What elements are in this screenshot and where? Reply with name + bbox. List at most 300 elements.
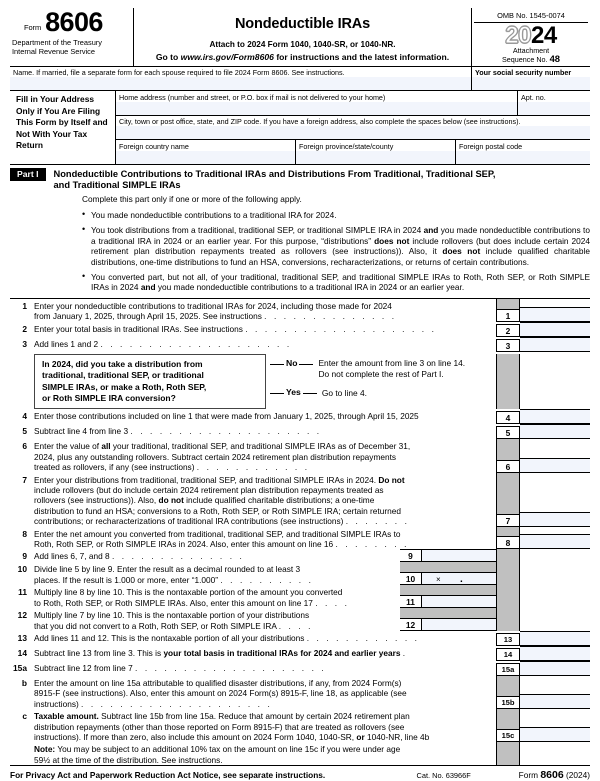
line-3-number: 3 <box>22 338 27 349</box>
line-15c-text-a <box>34 711 493 721</box>
line-8-text <box>34 527 496 550</box>
yes-label: Yes <box>286 387 301 398</box>
line-4-number-col <box>496 409 520 424</box>
line-15a-leader-dots: . . . . . . . . . . . . . . . . . . . . <box>135 662 327 673</box>
address-side-label: Fill in Your Address Only if You Are Filing This Form by Itself and Not With Your Tax Return <box>10 91 116 164</box>
line-4-box-number: 4 <box>496 411 520 424</box>
line-15b-text-c: instructions) <box>34 698 79 709</box>
line-1-text-b: from January 1, 2025, through April 15, 2025. See instructions <box>34 311 262 322</box>
line-15b-box-number: 15b <box>496 696 520 709</box>
line-9-label: Add lines 6, 7, and 8 <box>34 551 110 562</box>
line-15a-amount-input[interactable] <box>520 661 590 676</box>
line-7-text-c-post: include qualified charitable distributions; a one-time <box>183 495 375 506</box>
line-11-inner-gray <box>400 585 496 595</box>
foreign-postal-label: Foreign postal code <box>459 141 523 151</box>
line-9-amount-input[interactable] <box>422 549 496 562</box>
foreign-postal-input[interactable] <box>456 151 590 164</box>
line-15c-number-col <box>496 709 520 742</box>
line-7-amount-col <box>520 473 590 527</box>
part-1-body <box>82 194 590 293</box>
note-text-b: 59½ at the time of the distribution. See instructions. <box>34 754 223 765</box>
form-8606-page <box>0 8 600 781</box>
decision-number-col <box>496 354 520 410</box>
line-4-number: 4 <box>22 411 27 422</box>
address-fields <box>116 91 590 164</box>
line-3-amount-input[interactable] <box>520 337 590 352</box>
apt-input[interactable] <box>518 102 590 115</box>
line-1-leader-dots: . . . . . . . . . . . . . . <box>264 311 397 322</box>
line-13-text <box>34 631 496 646</box>
line-12-gray-filler <box>496 608 520 631</box>
part-1-intro: Complete this part only if one or more of the following apply. <box>82 194 302 205</box>
part-1-title-line-2: and Traditional SIMPLE IRAs <box>53 180 181 191</box>
line-7-amount-input[interactable] <box>520 512 590 527</box>
address-block <box>10 91 590 165</box>
decision-gray-filler <box>496 354 520 410</box>
line-5-number: 5 <box>22 426 27 437</box>
line-5-amount-input[interactable] <box>520 424 590 439</box>
footer-year: (2024) <box>566 770 590 781</box>
goto-prefix: Go to <box>155 52 181 62</box>
line-15c-gray-filler <box>496 709 520 729</box>
address-row-foreign <box>116 140 590 164</box>
line-12-outer-number-col <box>496 608 520 631</box>
line-3-row <box>10 337 590 352</box>
question-line-3: SIMPLE IRAs, or make a Roth, Roth SEP, <box>42 381 207 392</box>
line-7-text-b: include rollovers (but do include certain 2024 retirement plan distribution repayments treated as <box>34 485 384 496</box>
line-15c-text-c-post: 1040-NR, line 4b <box>364 731 430 742</box>
line-9-text <box>34 549 400 562</box>
decision-branch-no <box>270 358 493 380</box>
line-11-inner-col <box>400 585 496 608</box>
yes-connector-left <box>270 393 284 394</box>
line-7-row <box>10 473 590 527</box>
line-13-number: 13 <box>17 632 27 643</box>
home-address-label: Home address (number and street, or P.O. box if mail is not delivered to your home) <box>119 92 386 102</box>
address-row-city <box>116 116 590 141</box>
no-label: No <box>286 357 298 368</box>
line-5-box-number: 5 <box>496 426 520 439</box>
line-6-text-a-post: your traditional, traditional SEP, and traditional SIMPLE IRAs as of December 31, <box>110 441 411 452</box>
line-3-label: Add lines 1 and 2 <box>34 338 99 349</box>
line-5-amount-col <box>520 424 590 439</box>
line-4-row <box>10 409 590 424</box>
line-10-number: 10 <box>17 564 27 575</box>
line-15c-box-number: 15c <box>496 729 520 742</box>
line-1-amount-col <box>520 299 590 322</box>
line-1-text <box>34 299 496 322</box>
home-address-input[interactable] <box>116 102 517 115</box>
note-amount-filler <box>520 742 590 765</box>
question-line-1: In 2024, did you take a distribution from <box>42 358 203 369</box>
yes-connector-right <box>303 393 317 394</box>
apt-cell[interactable] <box>518 91 590 115</box>
line-9-gray-filler <box>496 549 520 562</box>
line-7-gray-filler <box>496 473 520 514</box>
line-15c-note-row <box>10 742 590 765</box>
name-input[interactable] <box>10 77 471 90</box>
line-9-outer-filler <box>520 549 590 562</box>
line-9-leader-dots: . . . . . . . . . . . . . . <box>111 551 245 562</box>
foreign-province-label: Foreign province/state/county <box>299 141 394 151</box>
taxable-amount-label: Taxable amount. <box>34 711 99 722</box>
foreign-country-label: Foreign country name <box>119 141 189 151</box>
no-connector-right <box>299 364 313 365</box>
omb-block <box>472 8 590 66</box>
note-gray-filler <box>496 742 520 765</box>
dept-line-2: Internal Revenue Service <box>12 46 95 56</box>
line-1-number-col <box>496 299 520 322</box>
note-number-col <box>496 742 520 765</box>
line-15c-text-b: distribution repayments (other than those reported on Form 8915-F) that are treated as rollovers (see <box>34 721 405 732</box>
line-9-outer-number-col <box>496 549 520 562</box>
note-label: Note: <box>34 744 56 755</box>
line-10-row <box>10 562 590 585</box>
line-7-amount-filler <box>520 473 590 512</box>
form-number: 8606 <box>45 7 103 37</box>
line-2-number-col <box>496 322 520 337</box>
footer-form-number: 8606 <box>540 769 564 781</box>
line-3-text <box>34 337 496 352</box>
line-12-inner-gray <box>400 608 496 618</box>
decision-row-spacer <box>10 354 34 410</box>
line-11-text-a: Multiply line 8 by line 10. This is the nontaxable portion of the amount you converted <box>34 587 343 598</box>
line-11-outer-number-col <box>496 585 520 608</box>
line-15b-gray-filler <box>496 676 520 696</box>
line-10-text-b: places. If the result is 1.000 or more, enter “1.000” <box>34 574 219 585</box>
line-15b-leader-dots: . . . . . . . . . . . . . . . . . . . . <box>81 698 273 709</box>
note-text-a-body: You may be subject to an additional 10% tax on the amount on line 15c if you were under age <box>55 744 401 755</box>
line-15a-number-col <box>496 661 520 676</box>
ssn-field-cell[interactable] <box>472 67 590 91</box>
department-block <box>10 35 133 56</box>
line-14-text <box>34 646 496 661</box>
line-6-gray-filler <box>496 439 520 459</box>
part-1-bullet-list <box>82 210 590 293</box>
line-8-box-number: 8 <box>496 536 520 549</box>
line-5-label: Subtract line 4 from line 3 <box>34 426 129 437</box>
tax-year <box>474 23 588 47</box>
line-10-text <box>34 562 400 585</box>
line-9-number: 9 <box>22 551 27 562</box>
line-6-text <box>34 439 496 472</box>
line-14-number-col <box>496 646 520 661</box>
distribution-question-box <box>34 354 266 410</box>
line-8-text-b: Roth, Roth SEP, or Roth SIMPLE IRAs in 2024. Also, enter this amount on line 16 <box>34 539 334 550</box>
line-15b-amount-input[interactable] <box>520 694 590 709</box>
line-14-row <box>10 646 590 661</box>
line-2-amount-col <box>520 322 590 337</box>
line-2-label: Enter your total basis in traditional IRAs. See instructions <box>34 323 243 334</box>
decimal-point: . <box>460 574 463 586</box>
line-6-number-col <box>496 439 520 472</box>
line-9-inner-pair <box>400 549 496 562</box>
line-8-amount-input[interactable] <box>520 534 590 549</box>
line-12-text-b: that you did not convert to a Roth, Roth SEP, or Roth SIMPLE IRA <box>34 620 277 631</box>
line-2-amount-input[interactable] <box>520 322 590 337</box>
foreign-country-cell[interactable] <box>116 140 296 164</box>
line-9-inner-col <box>400 549 496 562</box>
line-7-text-a-pre: Enter your distributions from traditional, traditional SEP, and traditional SIMPLE IRAs in 2024. <box>34 474 379 485</box>
line-6-row <box>10 439 590 472</box>
line-14-amount-col <box>520 646 590 661</box>
note-amount-col <box>520 742 590 765</box>
line-2-text <box>34 322 496 337</box>
sequence-label: Sequence No. <box>502 55 548 65</box>
line-5-text <box>34 424 496 439</box>
line-15a-amount-col <box>520 661 590 676</box>
line-11-gray-filler <box>496 585 520 608</box>
line-9-outer-amount-col <box>520 549 590 562</box>
line-14-emphasis: your total basis in traditional IRAs for 2024 and earlier years <box>163 647 401 658</box>
line-1-gray-filler <box>496 299 520 309</box>
line-2-box-number: 2 <box>496 324 520 337</box>
line-7-text-a <box>34 475 493 485</box>
tax-year-yy: 24 <box>531 22 557 49</box>
line-1-text-a: Enter your nondeductible contributions to traditional IRAs for 2024, including those made for 2024 <box>34 300 392 311</box>
line-15c-amount-col <box>520 709 590 742</box>
line-13-box-number: 13 <box>496 633 520 646</box>
decision-row <box>10 354 590 410</box>
line-4-text: Enter those contributions included on line 1 that were made from January 1, 2025, through April 15, 2025 <box>34 411 419 422</box>
yes-branch-text: Go to line 4. <box>321 387 367 398</box>
decision-content <box>34 354 496 410</box>
line-1-amount-input[interactable] <box>520 307 590 322</box>
line-2-number: 2 <box>22 323 27 334</box>
line-15c-text <box>34 709 496 742</box>
line-11-outer-filler <box>520 585 590 608</box>
line-7-number-col <box>496 473 520 527</box>
line-15c-text-a-post: Subtract line 15b from line 15a. Reduce that amount by certain 2024 retirement plan <box>98 711 410 722</box>
line-12-number: 12 <box>17 610 27 621</box>
line-15c-amount-input[interactable] <box>520 727 590 742</box>
line-12-box-number: 12 <box>400 618 422 631</box>
line-7-number: 7 <box>22 474 27 485</box>
line-12-outer-filler <box>520 608 590 631</box>
line-14-number: 14 <box>17 647 27 658</box>
foreign-country-input[interactable] <box>116 151 295 164</box>
form-footer <box>10 765 590 781</box>
line-1-row <box>10 299 590 322</box>
line-7-box-number: 7 <box>496 514 520 527</box>
line-11-leader-dots: . . . . <box>315 597 350 608</box>
question-line-2: traditional, traditional SEP, or traditional <box>42 370 204 381</box>
question-line-4: or Roth SIMPLE IRA conversion? <box>42 393 176 403</box>
line-11-box-number: 11 <box>400 595 422 608</box>
line-11-row <box>10 585 590 608</box>
dept-line-1: Department of the Treasury <box>12 38 102 47</box>
sequence-number: 48 <box>549 53 560 65</box>
line-11-inner-pair <box>400 595 496 608</box>
line-14-leader-dots: . <box>402 647 408 658</box>
line-13-amount-col <box>520 631 590 646</box>
irs-website-link[interactable]: www.irs.gov/Form8606 <box>180 52 274 62</box>
line-5-number-col <box>496 424 520 439</box>
line-8-leader-dots: . . . . . . . . <box>335 539 410 550</box>
line-10-outer-number-col <box>496 562 520 585</box>
no-connector-left <box>270 364 284 365</box>
line-12-row <box>10 608 590 631</box>
line-8-number: 8 <box>22 528 27 539</box>
address-row-street <box>116 91 590 116</box>
decision-amount-filler <box>520 354 590 410</box>
omb-number: OMB No. 1545-0074 <box>474 9 588 23</box>
line-14-text-pre: Subtract line 13 from line 3. This is <box>34 647 164 658</box>
line-8-text-a: Enter the net amount you converted from traditional, traditional SEP, and traditional SIMPLE IRAs to <box>34 528 401 539</box>
line-8-row <box>10 527 590 550</box>
tax-year-century: 20 <box>505 22 531 49</box>
line-6-amount-input[interactable] <box>520 458 590 473</box>
form-identity-block <box>10 8 134 66</box>
line-10-outer-filler <box>520 562 590 585</box>
line-6-emphasis-all: all <box>101 441 111 452</box>
line-7-text-d: distribution to fund an HSA; conversions to a Roth, Roth SEP, or Roth SIMPLE IRA; certain returned <box>34 505 401 516</box>
line-13-leader-dots: . . . . . . . . . . . . <box>306 632 420 643</box>
line-10-gray-filler <box>496 562 520 585</box>
line-15b-amount-col <box>520 676 590 709</box>
line-15c-note <box>34 742 496 765</box>
line-6-box-number: 6 <box>496 460 520 473</box>
decision-branch-yes <box>270 387 493 398</box>
line-10-inner-pair <box>400 572 496 585</box>
city-label: City, town or post office, state, and ZIP code. If you have a foreign address, also complete the spaces below (see instructions). <box>119 117 521 127</box>
no-text-line-2: Do not complete the rest of Part I. <box>318 368 444 379</box>
line-6-amount-col <box>520 439 590 472</box>
line-10-outer-amount-col <box>520 562 590 585</box>
attach-instruction: Attach to 2024 Form 1040, 1040-SR, or 1040-NR. <box>209 40 396 49</box>
line-14-box-number: 14 <box>496 648 520 661</box>
form-word-label: Form <box>24 23 42 32</box>
line-12-amount-input[interactable] <box>422 618 496 631</box>
footer-form-word: Form <box>518 770 539 781</box>
line-15b-amount-filler <box>520 676 590 694</box>
line-12-inner-col <box>400 608 496 631</box>
line-13-label: Add lines 11 and 12. This is the nontaxable portion of all your distributions <box>34 632 305 643</box>
line-10-inner-gray <box>400 562 496 572</box>
no-text-line-1: Enter the amount from line 3 on line 14. <box>318 358 466 369</box>
line-15a-row <box>10 661 590 676</box>
line-15c-row <box>10 709 590 742</box>
note-row-spacer <box>10 742 34 765</box>
line-14-amount-input[interactable] <box>520 646 590 661</box>
line-8-number-col <box>496 527 520 550</box>
ssn-field-label: Your social security number <box>475 68 572 78</box>
line-3-leader-dots: . . . . . . . . . . . . . . . . . . . . <box>100 338 292 349</box>
line-6-number: 6 <box>22 441 27 452</box>
form-title-block <box>134 8 472 66</box>
line-7-text-e: contributions; or recharacterizations of traditional IRA contributions (see instructions) <box>34 516 344 527</box>
line-7-emphasis-donot2: do not <box>158 495 184 506</box>
foreign-postal-cell[interactable] <box>456 140 590 164</box>
line-9-box-number: 9 <box>400 549 422 562</box>
line-11-text-b: to Roth, Roth SEP, or Roth SIMPLE IRAs. Also, enter this amount on line 17 <box>34 597 313 608</box>
line-4-amount-col <box>520 409 590 424</box>
goto-suffix: for instructions and the latest information. <box>273 52 450 62</box>
line-7-text <box>34 473 496 527</box>
line-7-leader-dots: . . . . . . . <box>345 516 410 527</box>
attachment-sequence <box>474 47 588 66</box>
line-15a-text <box>34 661 496 676</box>
website-instruction <box>140 52 465 62</box>
line-6-text-a-pre: Enter the value of <box>34 441 102 452</box>
part-1-title <box>54 168 591 191</box>
line-15c-number: c <box>22 711 27 722</box>
line-1-box-number: 1 <box>496 309 520 322</box>
line-8-amount-filler <box>520 527 590 535</box>
line-2-row <box>10 322 590 337</box>
line-3-box-number: 3 <box>496 339 520 352</box>
line-10-inner-col <box>400 562 496 585</box>
line-15b-text-b: 8915-F (see instructions). Also, enter this amount on 2024 Form(s) 8915-F, line 18, as applicable (see <box>34 688 407 699</box>
form-header <box>10 8 590 67</box>
line-7-text-c-pre: rollovers (see instructions)). Also, <box>34 495 159 506</box>
line-12-text-a: Multiply line 7 by line 10. This is the nontaxable portion of your distributions <box>34 610 310 621</box>
line-11-amount-input[interactable] <box>422 595 496 608</box>
line-7-text-c <box>34 495 493 505</box>
line-7-emphasis-donot: Do not <box>378 474 405 485</box>
line-11-outer-amount-col <box>520 585 590 608</box>
line-12-inner-pair <box>400 618 496 631</box>
line-5-row <box>10 424 590 439</box>
foreign-province-cell[interactable] <box>296 140 456 164</box>
line-15c-text-c <box>34 732 493 742</box>
part-1-header <box>10 168 590 191</box>
line-2-leader-dots: . . . . . . . . . . . . . . . . . . . . <box>245 323 437 334</box>
privacy-notice: For Privacy Act and Paperwork Reduction Act Notice, see separate instructions. <box>10 770 326 781</box>
no-branch-text <box>313 358 465 380</box>
line-4-amount-input[interactable] <box>520 409 590 424</box>
attachment-label: Attachment <box>512 46 550 55</box>
line-6-leader-dots: . . . . . . . . . . . . <box>196 462 310 473</box>
line-13-number-col <box>496 631 520 646</box>
city-input[interactable] <box>116 126 590 139</box>
line-8-amount-col <box>520 527 590 550</box>
line-12-text <box>34 608 400 631</box>
part-1-bullet-2: • You took distributions from a traditional, traditional SEP, or traditional SIMPLE IRA in 2024 and you made nondeductible contributions to a traditional IRA in 2024 or an earlier year. For this purpose, “distributions” does not include rollovers (but does include certain 2024 retirement plan distribution repayments treated as rollovers (see instructions)). Also, it does not include qualified charitable distributions, one-time distributions to fund an HSA, conversions, recharacterizations, or returns of certain contributions. <box>82 225 590 267</box>
decision-amount-col <box>520 354 590 410</box>
line-9-row <box>10 549 590 562</box>
ssn-input[interactable] <box>472 77 590 90</box>
name-field-label: Name. If married, file a separate form for each spouse required to file 2024 Form 8606. See instructions. <box>13 68 345 78</box>
line-10-box-number: 10 <box>400 572 422 585</box>
line-15b-text-a: Enter the amount on line 15a attributable to qualified disaster distributions, if any, from 2024 Form(s) <box>34 677 402 688</box>
home-address-cell[interactable] <box>116 91 518 115</box>
line-10-decimal-input[interactable] <box>422 572 496 585</box>
line-1-number: 1 <box>22 300 27 311</box>
city-cell[interactable] <box>116 116 590 140</box>
catalog-number: Cat. No. 63966F <box>416 771 471 781</box>
line-10-leader-dots: . . . . . . . . . . <box>220 574 314 585</box>
line-15b-row <box>10 676 590 709</box>
name-field-cell[interactable] <box>10 67 472 91</box>
line-6-text-a <box>34 441 493 451</box>
line-3-amount-col <box>520 337 590 352</box>
part-1-lines <box>10 298 590 765</box>
line-15c-text-c-pre: instructions). If more than zero, also include this amount on 2024 Form 1040, 1040-SR, <box>34 731 357 742</box>
line-15b-number: b <box>21 677 27 688</box>
form-number-line <box>10 7 133 37</box>
line-13-amount-input[interactable] <box>520 631 590 646</box>
decision-branches <box>266 354 493 410</box>
part-1-bullet-3: • You converted part, but not all, of your traditional, traditional SEP, and traditional SIMPLE IRAs to Roth, Roth SEP, or Roth SIMPLE IRAs in 2024 and you made nondeductible contributions to a traditional IRA in 2024 or an earlier year. <box>82 272 590 293</box>
line-3-number-col <box>496 337 520 352</box>
multiply-symbol: × <box>436 575 441 585</box>
line-6-text-c: treated as rollovers, if any (see instructions) <box>34 462 195 473</box>
part-1-bullet-1: • You made nondeductible contributions to a traditional IRA for 2024. <box>82 210 590 221</box>
footer-form-id <box>519 769 590 781</box>
foreign-province-input[interactable] <box>296 151 455 164</box>
line-12-outer-amount-col <box>520 608 590 631</box>
